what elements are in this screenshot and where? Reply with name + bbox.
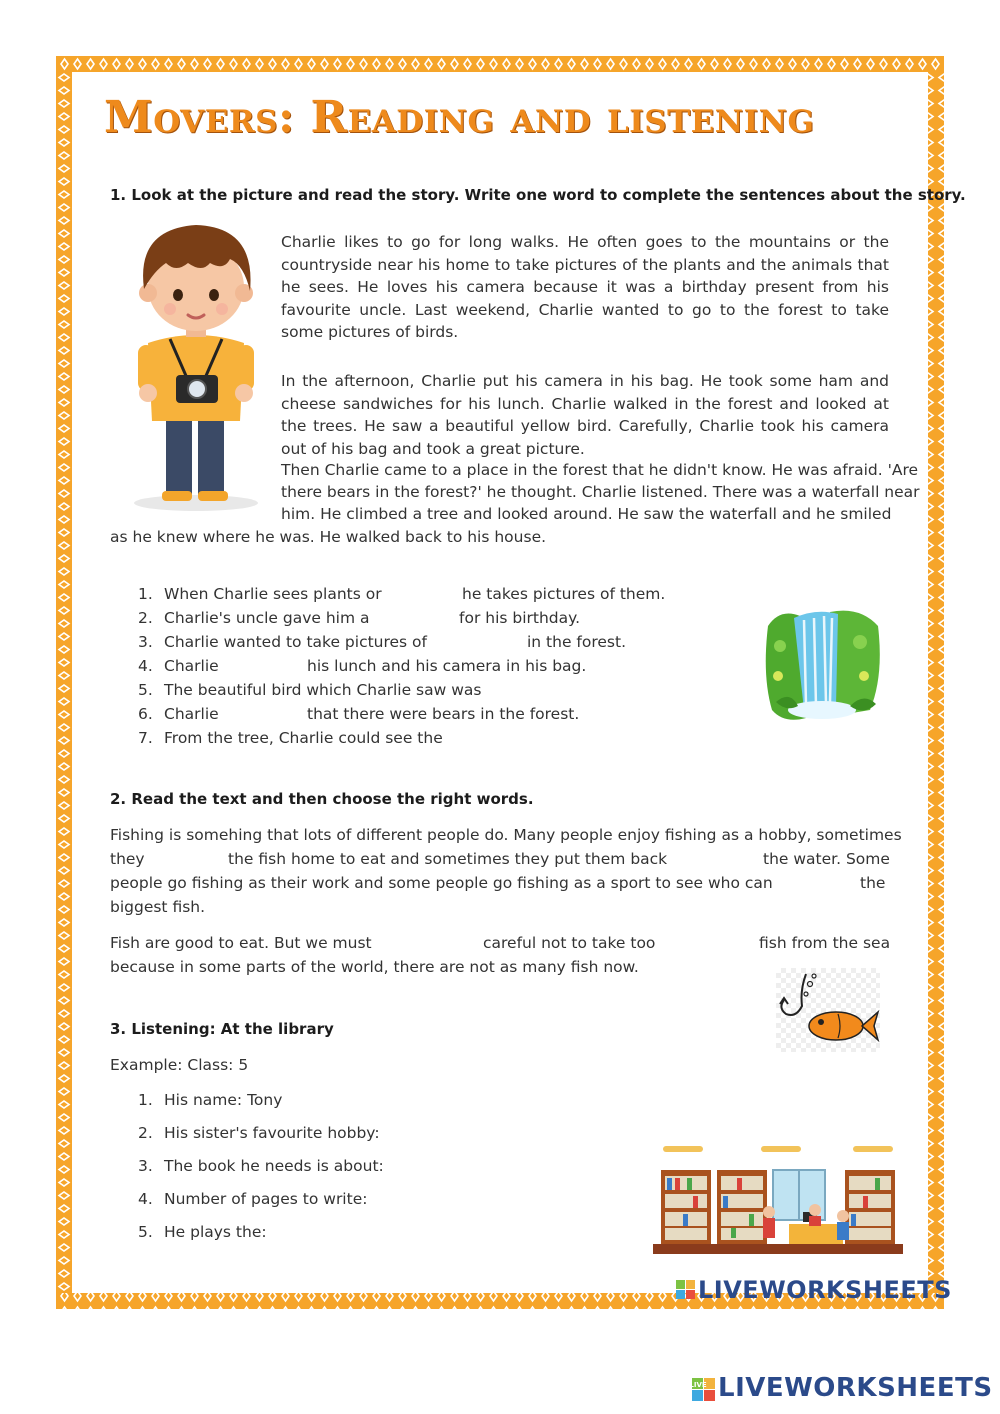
item-text: He plays the: [164,1223,267,1241]
answer-blank[interactable] [442,729,542,749]
answer-blank[interactable] [428,633,524,653]
answer-blank[interactable] [384,1124,544,1144]
answer-blank[interactable] [372,932,478,954]
liveworksheets-brand-inner: LIVEWORKSHEETS [698,1276,952,1304]
answer-blank[interactable] [224,705,304,725]
story-paragraph-3-line-3: him. He climbed a tree and looked around. He saw the waterfall and he smiled [281,505,892,523]
question-text-before: Charlie's uncle gave him a [164,609,370,627]
text-segment: the fish home to eat and sometimes they put them back [228,850,668,868]
section3-heading: 3. Listening: At the library [110,1020,334,1038]
item-text: His name: Tony [164,1091,283,1109]
question-text-before: The beautiful bird which Charlie saw was [164,681,482,699]
story-paragraph-1: Charlie likes to go for long walks. He often goes to the mountains or the countryside near his home to take pictures of the plants and the animals that he sees. He loves his camera because it was a birthday present from his favourite uncle. Last weekend, Charlie wanted to go to the forest to take some pictures of birds. [281,233,889,341]
story-paragraph-2: In the afternoon, Charlie put his camera in his bag. He took some ham and cheese sandwiches for his lunch. Charlie walked in the forest and looked at the trees. He saw a beautiful yellow bird. Carefully, Charlie took his camera out of his bag and took a great picture. [281,372,889,458]
worksheet-title: Movers: Reading and listening [104,92,815,143]
story-paragraph-3-line-1: Then Charlie came to a place in the forest that he didn't know. He was afraid. 'Are [281,461,919,479]
item-number: 1. [138,1091,153,1109]
question-text-before: When Charlie sees plants or [164,585,382,603]
question-text-after: he takes pictures of them. [462,585,666,603]
answer-blank[interactable] [366,609,456,629]
question-text-before: Charlie [164,705,219,723]
item-text: His sister's favourite hobby: [164,1124,380,1142]
question-number: 1. [138,585,153,603]
item-number: 2. [138,1124,153,1142]
answer-blank[interactable] [376,585,460,605]
question-text-before: Charlie [164,657,219,675]
waterfall-illustration [760,606,884,728]
text-segment: the water. Some [763,850,890,868]
text-segment: careful not to take too [483,934,656,952]
answer-blank[interactable] [760,872,856,894]
text-segment: the [860,874,886,892]
answer-blank[interactable] [150,848,226,870]
question-text-after: his lunch and his camera in his bag. [307,657,587,675]
liveworksheets-logo-icon-inner [676,1280,696,1300]
answer-blank[interactable] [388,1157,548,1177]
question-text-after: that there were bears in the forest. [307,705,580,723]
item-text: The book he needs is about: [164,1157,384,1175]
answer-blank[interactable] [224,657,304,677]
boy-with-camera-illustration [118,215,274,513]
question-number: 2. [138,609,153,627]
question-text-after: in the forest. [527,633,627,651]
fish-icon [776,968,880,1052]
question-number: 3. [138,633,153,651]
answer-blank[interactable] [660,848,760,870]
section2-heading: 2. Read the text and then choose the right words. [110,790,534,808]
logo-badge-text: LIVE [689,1381,707,1389]
item-number: 4. [138,1190,153,1208]
fishing-text-line-2 [110,848,890,871]
answer-blank[interactable] [274,1223,434,1243]
fishing-text-line-5 [110,932,891,955]
item-number: 5. [138,1223,153,1241]
fishing-text-line-6: because in some parts of the world, there are not as many fish now. [110,958,639,976]
section1-heading: 1. Look at the picture and read the story. Write one word to complete the sentences about the story. [110,186,966,204]
listening-example: Example: Class: 5 [110,1056,249,1074]
question-number: 5. [138,681,153,699]
question-number: 6. [138,705,153,723]
fishing-text-line-3 [110,872,886,895]
answer-blank[interactable] [374,1190,534,1210]
question-number: 4. [138,657,153,675]
fishing-text-line-4: biggest fish. [110,898,206,916]
answer-blank[interactable] [480,681,580,701]
question-number: 7. [138,729,153,747]
text-segment: they [110,850,145,868]
liveworksheets-logo-icon [689,1378,716,1402]
item-number: 3. [138,1157,153,1175]
text-segment: Fish are good to eat. But we must [110,934,372,952]
question-text-before: From the tree, Charlie could see the [164,729,443,747]
item-text: Number of pages to write: [164,1190,368,1208]
text-segment: people go fishing as their work and some people go fishing as a sport to see who can [110,874,773,892]
answer-blank[interactable] [656,932,756,954]
question-text-before: Charlie wanted to take pictures of [164,633,428,651]
fish-hook-illustration [776,968,880,1052]
fishing-text-line-1: Fishing is somehing that lots of different people do. Many people enjoy fishing as a hobby, sometimes [110,826,902,844]
question-text-after: for his birthday. [459,609,581,627]
liveworksheets-brand: LIVEWORKSHEETS [718,1373,993,1403]
story-paragraph-3-line-4: as he knew where he was. He walked back to his house. [110,528,547,546]
text-segment: fish from the sea [759,934,891,952]
story-paragraph-3-line-2: there bears in the forest?' he thought. Charlie listened. There was a waterfall near [281,483,920,501]
library-illustration [653,1140,903,1256]
